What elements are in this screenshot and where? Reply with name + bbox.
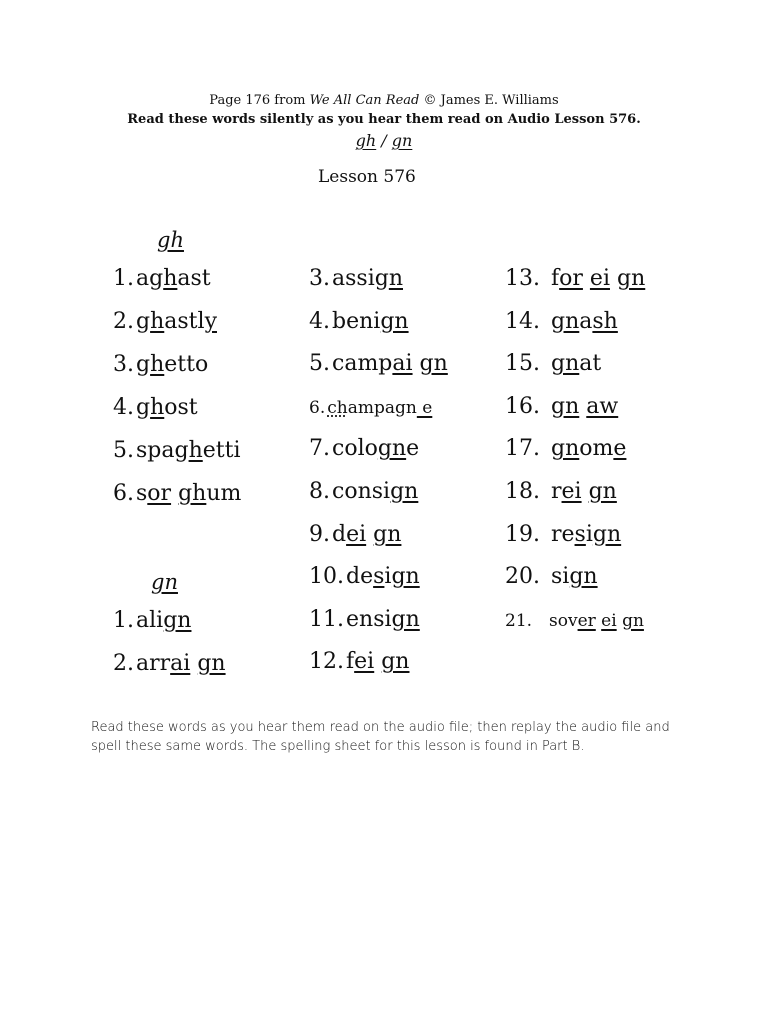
item-word xyxy=(551,522,621,547)
item-number: 3. xyxy=(309,266,330,291)
item-word xyxy=(332,479,418,504)
item-word xyxy=(136,352,208,377)
item-number: 9. xyxy=(309,521,330,547)
item-word xyxy=(346,607,420,632)
marked-letters: e xyxy=(416,397,433,418)
marked-letters: s xyxy=(574,521,586,547)
item-number: 21. xyxy=(505,610,533,631)
item-word xyxy=(551,309,618,334)
item-number: 11. xyxy=(309,606,344,632)
item-word xyxy=(346,564,420,589)
word-segment: consi xyxy=(332,479,391,504)
word-segment xyxy=(171,481,178,506)
word-segment: colo xyxy=(332,436,378,462)
word-segment: om xyxy=(579,436,614,462)
word-segment: g xyxy=(136,309,151,334)
list-item xyxy=(309,398,432,418)
word-segment: i xyxy=(384,564,392,590)
item-word xyxy=(332,309,409,334)
item-number: 1. xyxy=(113,608,134,633)
instruction-line: Read these words silently as you hear them read on Audio Lesson 576. xyxy=(127,112,641,127)
item-word xyxy=(551,479,617,504)
marked-letters: h xyxy=(150,395,165,420)
source-line xyxy=(0,93,768,108)
list-item xyxy=(113,309,217,334)
marked-letters: aw xyxy=(586,393,619,419)
word-segment: spag xyxy=(136,438,189,463)
marked-letters: gn xyxy=(197,651,226,676)
item-number: 14. xyxy=(505,308,540,334)
section-heading-gh xyxy=(157,228,184,252)
word-segment: ast xyxy=(177,266,211,291)
marked-letters: gn xyxy=(622,610,644,631)
item-number: 6. xyxy=(309,397,326,418)
word-segment: de xyxy=(346,564,374,590)
item-number: 7. xyxy=(309,436,330,462)
word-segment: beni xyxy=(332,308,381,334)
word-segment: ost xyxy=(164,395,198,420)
list-item xyxy=(113,608,191,633)
marked-letters: or xyxy=(559,266,583,291)
item-word xyxy=(551,394,618,419)
list-item xyxy=(113,438,241,463)
item-word xyxy=(136,438,241,463)
marked-letters: gn xyxy=(551,393,580,419)
item-word xyxy=(332,436,419,461)
item-number: 8. xyxy=(309,479,330,504)
marked-letters: gn xyxy=(551,351,580,377)
item-word xyxy=(551,351,601,376)
marked-letters: s xyxy=(373,564,385,590)
list-item xyxy=(505,564,598,589)
word-segment: assig xyxy=(332,266,389,291)
item-number: 19. xyxy=(505,521,540,547)
word-segment: etti xyxy=(202,438,241,463)
marked-letters: gn xyxy=(391,606,420,632)
item-word xyxy=(136,395,198,420)
list-item xyxy=(309,351,448,376)
topic-gh: gh xyxy=(355,131,377,150)
list-item xyxy=(309,564,420,589)
word-segment: g xyxy=(136,395,151,420)
marked-letters: ei xyxy=(561,479,582,504)
marked-letters: ei xyxy=(589,266,610,291)
item-number: 3. xyxy=(113,352,134,377)
item-word xyxy=(327,398,432,418)
marked-letters: gn xyxy=(616,266,646,291)
item-word xyxy=(346,649,409,674)
item-number: 17. xyxy=(505,436,540,462)
marked-letters: gn xyxy=(380,308,409,334)
lesson-title: Lesson 576 xyxy=(318,167,416,187)
marked-letters: h xyxy=(150,309,165,334)
word-segment: i xyxy=(585,521,593,547)
item-number: 16. xyxy=(505,393,540,419)
list-item xyxy=(113,266,211,291)
word-segment: e xyxy=(406,436,420,462)
section-heading-gh-label: gh xyxy=(157,228,184,252)
list-item xyxy=(505,436,626,461)
section-heading-gn-label: gn xyxy=(151,570,178,594)
word-segment: ali xyxy=(136,608,164,633)
word-segment: re xyxy=(551,521,575,547)
word-segment xyxy=(583,266,590,291)
item-number: 18. xyxy=(505,479,540,504)
list-item xyxy=(505,611,644,631)
marked-letters: gn xyxy=(588,479,617,504)
marked-letters: ei xyxy=(601,610,617,631)
marked-letters: e xyxy=(613,436,627,462)
book-title: We All Can Read xyxy=(309,93,420,108)
list-item xyxy=(505,394,618,419)
list-item xyxy=(113,352,208,377)
topic-separator: / xyxy=(376,131,392,150)
marked-letters: sh xyxy=(592,308,618,334)
word-segment: a xyxy=(579,308,593,334)
item-word xyxy=(332,266,403,291)
list-item xyxy=(309,607,420,632)
marked-letters: gn xyxy=(163,608,192,633)
word-segment: at xyxy=(579,351,602,377)
item-number: 5. xyxy=(309,351,330,377)
marked-letters: gn xyxy=(377,436,407,462)
marked-letters: ei xyxy=(354,649,375,675)
item-number: 20. xyxy=(505,564,540,590)
list-item xyxy=(113,651,226,676)
item-number: 12. xyxy=(309,649,344,675)
item-number: 6. xyxy=(113,481,134,506)
list-item xyxy=(309,309,409,334)
word-segment: ensi xyxy=(346,606,392,632)
list-item xyxy=(505,479,617,504)
item-word xyxy=(549,611,644,631)
word-segment xyxy=(582,479,589,504)
item-number: 4. xyxy=(309,308,330,334)
item-word xyxy=(551,266,645,291)
list-item xyxy=(309,266,403,291)
word-segment: r xyxy=(551,479,562,504)
item-number: 10. xyxy=(309,564,344,590)
word-segment: um xyxy=(206,481,242,506)
word-segment: g xyxy=(136,352,151,377)
word-segment: arr xyxy=(136,651,171,676)
marked-letters: h xyxy=(150,352,165,377)
item-word xyxy=(136,608,191,633)
item-word xyxy=(136,481,241,506)
marked-letters: gn xyxy=(551,436,580,462)
item-number: 2. xyxy=(113,309,134,334)
item-number: 4. xyxy=(113,395,134,420)
marked-letters: ai xyxy=(392,351,413,377)
item-word xyxy=(136,266,211,291)
list-item xyxy=(309,479,418,504)
marked-letters: gn xyxy=(390,479,419,504)
copyright: © James E. Williams xyxy=(419,93,559,108)
marked-letters: gn xyxy=(592,521,622,547)
list-item xyxy=(505,522,621,547)
marked-letters: ei xyxy=(346,521,367,547)
item-number: 13. xyxy=(505,266,540,291)
word-segment: si xyxy=(551,564,570,590)
item-word xyxy=(551,564,598,589)
marked-letters: gn xyxy=(551,308,580,334)
item-word xyxy=(136,309,217,334)
marked-letters: n xyxy=(388,266,403,291)
marked-letters: gn xyxy=(419,351,448,377)
marked-letters: or xyxy=(147,481,172,506)
word-segment: camp xyxy=(332,351,393,377)
marked-letters: ch xyxy=(327,397,348,418)
item-number: 2. xyxy=(113,651,134,676)
list-item xyxy=(309,522,401,547)
word-segment: astl xyxy=(164,309,205,334)
item-number: 5. xyxy=(113,438,134,463)
word-segment: f xyxy=(346,649,355,675)
list-item xyxy=(505,351,601,376)
list-item xyxy=(505,266,645,291)
list-item xyxy=(309,649,409,674)
word-segment xyxy=(610,266,617,291)
footer-instructions: Read these words as you hear them read on the audio file; then replay the audio file and spell these same words. The spelling sheet for this lesson is found in Part B. xyxy=(91,720,670,754)
word-segment: ag xyxy=(136,266,164,291)
source-prefix: Page 176 from xyxy=(209,93,310,108)
list-item xyxy=(113,481,241,506)
marked-letters: y xyxy=(204,309,217,334)
word-segment: ampagn xyxy=(347,397,417,418)
word-segment: d xyxy=(332,521,347,547)
item-word xyxy=(136,651,226,676)
marked-letters: h xyxy=(163,266,178,291)
list-item xyxy=(113,395,198,420)
item-word xyxy=(332,351,448,376)
marked-letters: h xyxy=(188,438,203,463)
item-word xyxy=(551,436,626,461)
list-item xyxy=(505,309,618,334)
word-segment: f xyxy=(551,266,560,291)
item-word xyxy=(332,522,401,547)
marked-letters: gh xyxy=(178,481,207,506)
word-segment: sov xyxy=(549,610,578,631)
marked-letters: ai xyxy=(170,651,191,676)
marked-letters: gn xyxy=(373,521,402,547)
word-segment: s xyxy=(136,481,148,506)
word-segment: etto xyxy=(164,352,209,377)
topic-gn: gn xyxy=(391,131,413,150)
marked-letters: er xyxy=(577,610,596,631)
lesson-topic xyxy=(0,131,768,150)
item-number: 1. xyxy=(113,266,134,291)
word-segment xyxy=(413,351,420,376)
item-number: 15. xyxy=(505,351,540,377)
list-item xyxy=(309,436,419,461)
marked-letters: gn xyxy=(391,564,420,590)
section-heading-gn xyxy=(151,570,178,594)
marked-letters: gn xyxy=(569,564,598,590)
marked-letters: gn xyxy=(381,649,410,675)
